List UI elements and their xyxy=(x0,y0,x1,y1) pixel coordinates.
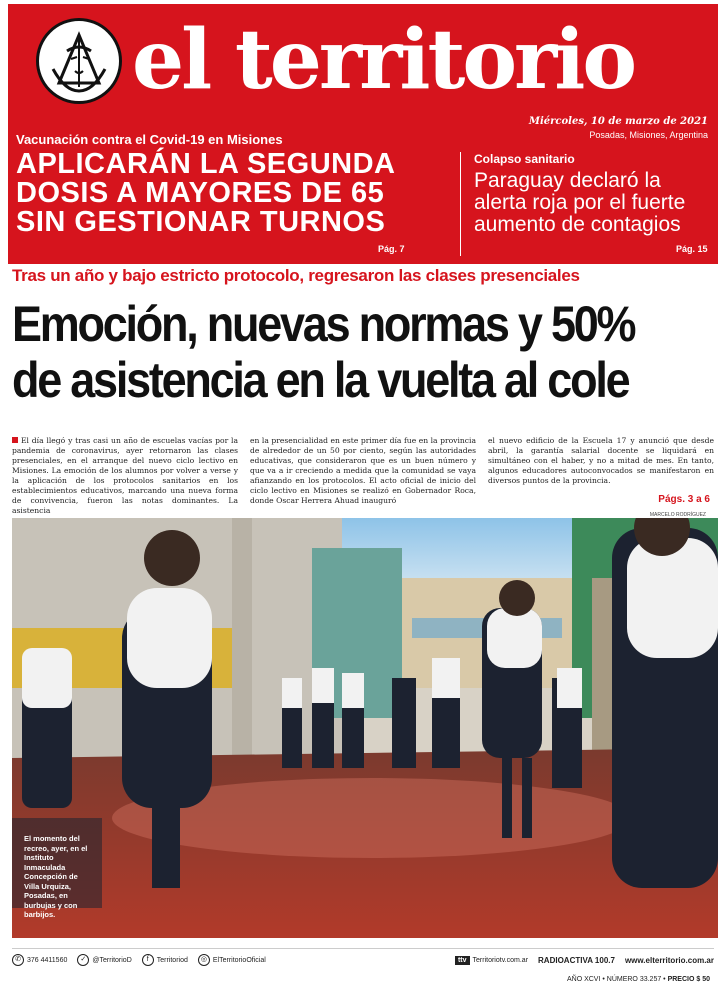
twitter-handle: @TerritorioD xyxy=(92,956,132,964)
story-body xyxy=(12,436,714,516)
facebook-icon: f xyxy=(142,954,154,966)
story-column: el nuevo edificio de la Escuela 17 y anunció que desde abril, la garantía salarial docente se liquidará en simultáneo con el haber, y no a mitad de mes. En tanto, algunos educadores autoconvocados se manifestaron en diversos puntos de la provincia. xyxy=(488,436,714,485)
photo-credit: MARCELO RODRÍGUEZ xyxy=(649,512,706,518)
lead-headline[interactable] xyxy=(16,150,456,237)
photo-caption: El momento del recreo, ayer, en el Instituto Inmaculada Concepción de Villa Urquiza, Posadas, en burbujas y con barbijos. xyxy=(24,834,88,919)
instagram-handle: ElTerritorioOficial xyxy=(212,956,266,964)
instagram-link[interactable] xyxy=(198,954,266,966)
main-headline-line: de asistencia en la vuelta al cole xyxy=(12,352,629,408)
red-square-icon xyxy=(12,437,18,443)
twitter-link[interactable] xyxy=(77,954,131,966)
column-divider xyxy=(460,152,461,256)
ttv-site: Territoriotv.com.ar xyxy=(472,956,529,964)
whatsapp-link[interactable] xyxy=(12,954,67,966)
twitter-icon: ✓ xyxy=(77,954,89,966)
instagram-icon: ◎ xyxy=(198,954,210,966)
ttv-logo: ttv xyxy=(455,956,470,965)
issue-place: Posadas, Misiones, Argentina xyxy=(589,130,708,140)
side-kicker: Colapso sanitario xyxy=(474,152,575,166)
main-headline-line: Emoción, nuevas normas y 50% xyxy=(12,296,635,352)
issue-price: PRECIO $ 50 xyxy=(667,976,710,983)
lead-page-ref: Pág. 7 xyxy=(378,244,405,254)
lead-headline-line: DOSIS A MAYORES DE 65 xyxy=(16,177,385,209)
website-link[interactable]: www.elterritorio.com.ar xyxy=(624,955,714,965)
lead-headline-line: SIN GESTIONAR TURNOS xyxy=(16,206,386,238)
facebook-link[interactable] xyxy=(142,954,188,966)
side-page-ref: Pág. 15 xyxy=(676,244,708,254)
whatsapp-icon: ✆ xyxy=(12,954,24,966)
issue-info xyxy=(567,976,710,983)
issue-date: Miércoles, 10 de marzo de 2021 xyxy=(528,116,708,127)
ttv-link[interactable] xyxy=(455,956,528,965)
face-portrait-icon xyxy=(36,18,122,104)
story-text: El día llegó y tras casi un año de escuelas vacías por la pandemia de coronavirus, ayer retornaron las clases presenciales, en el arranque del nuevo ciclo lectivo en Misiones. La emoción de los alumnos por volver a verse y la aplicación de los protocolos sanitarios en los establecimientos educativos, marcando una nueva forma de convivencia, fueron las notas dominantes. La asistencia xyxy=(12,436,238,515)
lead-kicker: Vacunación contra el Covid-19 en Misiones xyxy=(16,132,283,147)
main-kicker: Tras un año y bajo estricto protocolo, regresaron las clases presenciales xyxy=(12,266,580,285)
issue-number: AÑO XCVI • NÚMERO 33.257 • xyxy=(566,976,666,983)
story-column: en la presencialidad en este primer día fue en la provincia de alrededor de un 50 por ciento, según las autoridades educativas, que consideraron que es un buen número y que va a ir creciendo a medida que la comunidad se vaya afianzando en los protocolos. El acto oficial de inicio del ciclo lectivo en Misiones se realizó en Gobernador Roca, donde Oscar Herrera Ahuad inauguró xyxy=(250,436,476,505)
social-footer xyxy=(12,948,714,971)
story-page-ref: Págs. 3 a 6 xyxy=(658,494,710,505)
newspaper-front-page xyxy=(8,4,718,986)
radio-link[interactable]: RADIOACTIVA 100.7 xyxy=(538,955,615,965)
side-headline[interactable]: Paraguay declaró la alerta roja por el fuerte aumento de contagios xyxy=(474,169,686,236)
main-headline[interactable] xyxy=(12,296,647,408)
main-photo xyxy=(12,518,718,938)
whatsapp-number: 376 4411560 xyxy=(27,956,68,964)
newspaper-title: el territorio xyxy=(132,12,635,108)
lead-headline-line: APLICARÁN LA SEGUNDA xyxy=(16,148,396,180)
masthead xyxy=(8,4,718,264)
facebook-handle: Territoriod xyxy=(156,956,188,964)
story-column xyxy=(12,436,238,516)
